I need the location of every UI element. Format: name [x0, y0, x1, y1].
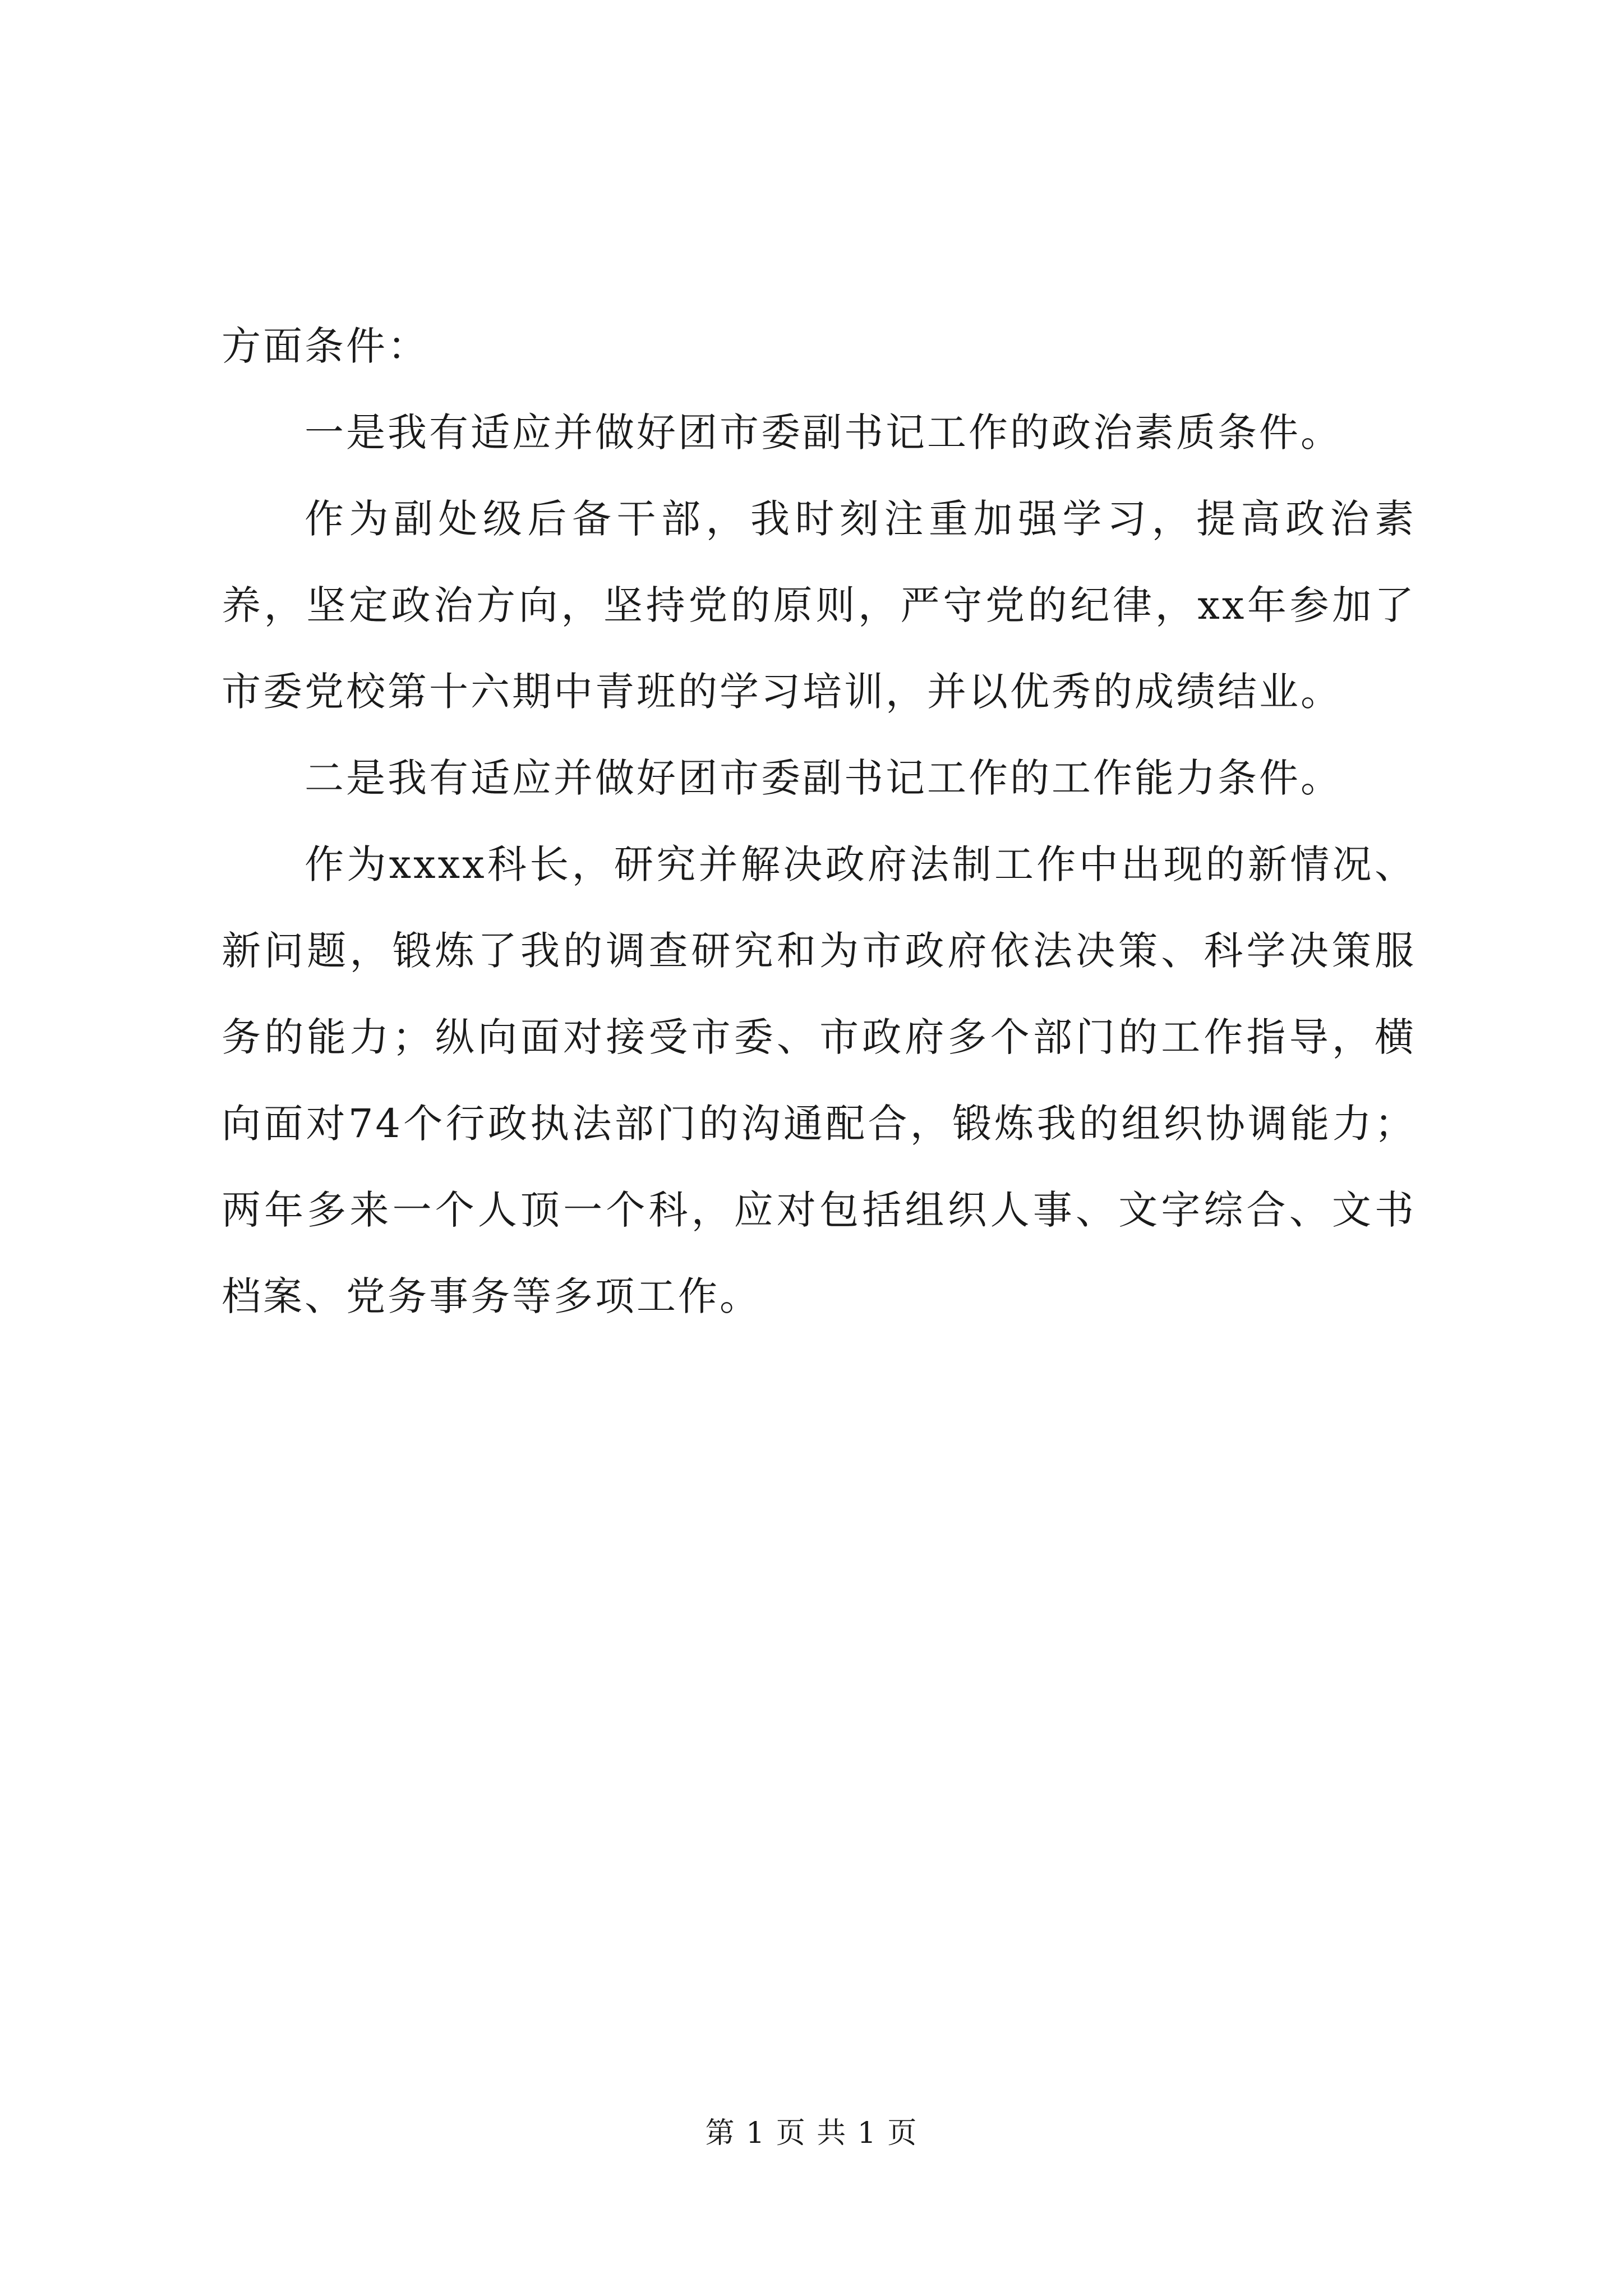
paragraph-work-ability: 二是我有适应并做好团市委副书记工作的工作能力条件。 [305, 755, 1342, 801]
document-body [222, 303, 1416, 1340]
paragraph-work-detail: 作为xxxx科长，研究并解决政府法制工作中出现的新情况、新问题，锻炼了我的调查研究和为市政府依法决策、科学决策服务的能力；纵向面对接受市委、市政府多个部门的工作指导，横向面对74个行政执法部门的沟通配合，锻炼我的组织协调能力；两年多来一个人顶一个科，应对包括组织人事、文字综合、文书档案、党务事务等多项工作。 [222, 841, 1416, 1319]
paragraph-political-detail: 作为副处级后备干部，我时刻注重加强学习，提高政治素养，坚定政治方向，坚持党的原则，严守党的纪律，xx年参加了市委党校第十六期中青班的学习培训，并以优秀的成绩结业。 [222, 496, 1416, 715]
page-footer: 第 1 页 共 1 页 [705, 2116, 918, 2150]
paragraph-political-quality: 一是我有适应并做好团市委副书记工作的政治素质条件。 [305, 409, 1342, 455]
paragraph-continuation: 方面条件： [222, 323, 429, 369]
